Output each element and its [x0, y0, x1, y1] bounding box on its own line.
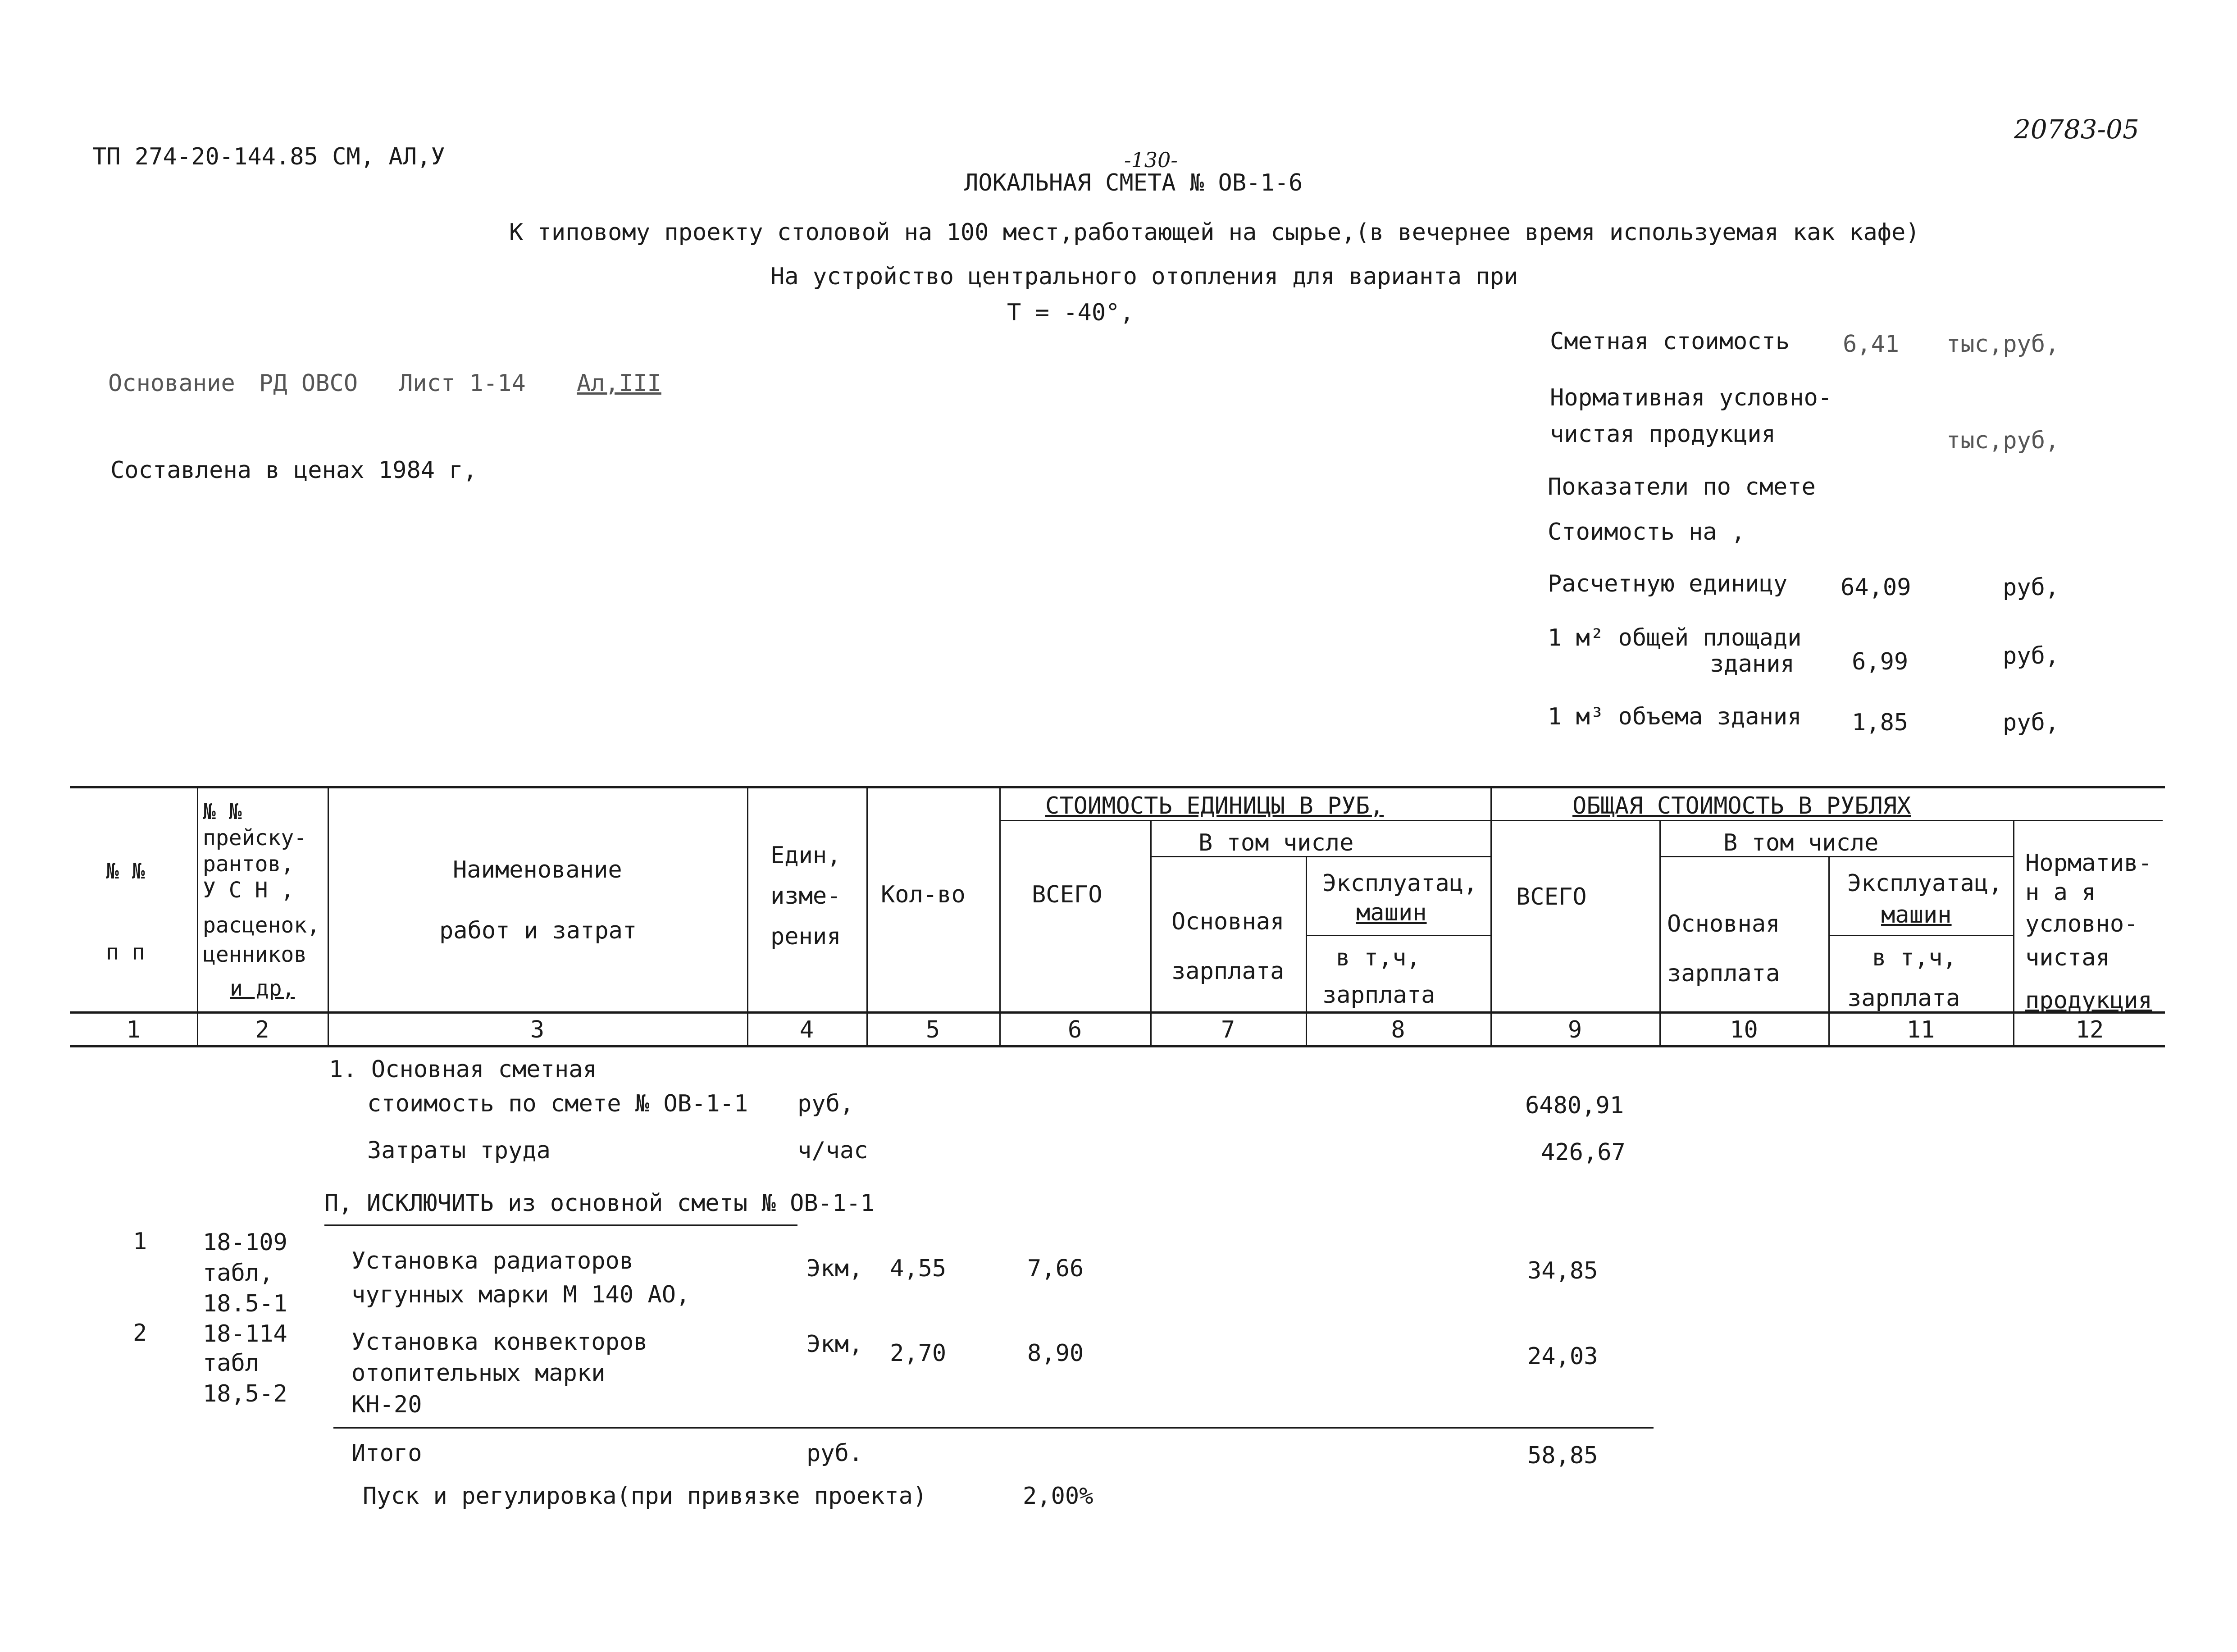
column-number-rule-bottom [70, 1045, 2165, 1047]
col12-header-0: Норматив- [2025, 850, 2152, 877]
row-unit-price: 8,90 [1027, 1340, 1084, 1367]
col-divider-5 [999, 787, 1001, 1045]
col3-header-a: Наименование [453, 856, 622, 883]
row-code-line: табл, [203, 1260, 273, 1287]
volume-label: 1 м³ объема здания [1548, 703, 1802, 730]
col-divider-6 [1150, 821, 1152, 1045]
column-number: 8 [1391, 1016, 1405, 1043]
col4-header-0: Един, [770, 842, 841, 869]
column-number: 9 [1567, 1016, 1582, 1043]
labor-total: 426,67 [1541, 1139, 1626, 1166]
col-divider-10 [1828, 856, 1830, 1045]
labor-label: Затраты труда [367, 1137, 551, 1164]
col-divider-4 [866, 787, 868, 1045]
startup-adjustment-label: Пуск и регулировка(при привязке проекта) [363, 1483, 927, 1510]
row-code-line: 18-109 [203, 1229, 287, 1256]
labor-unit: ч/час [797, 1137, 868, 1164]
row-name-line: чугунных марки М 140 АО, [351, 1281, 690, 1308]
row-code-line: табл [203, 1350, 260, 1377]
unit-incl-wage-b: зарплата [1322, 982, 1435, 1009]
indicators-label: Показатели по смете [1548, 473, 1816, 501]
unit-cost-group-header: СТОИМОСТЬ ЕДИНИЦЫ В РУБ, [1045, 792, 1384, 819]
col-divider-8 [1490, 787, 1492, 1045]
row-name-line: Установка конвекторов [351, 1329, 648, 1356]
col-divider-11 [2013, 821, 2014, 1045]
row-number: 2 [133, 1320, 147, 1347]
column-number: 4 [799, 1016, 814, 1043]
area-label-2: здания [1710, 651, 1795, 678]
column-number: 5 [925, 1016, 940, 1043]
startup-adjustment-value: 2,00% [1023, 1483, 1093, 1510]
normative-unit: тыс,руб, [1946, 427, 2059, 454]
total-basic-wage-b: зарплата [1667, 960, 1780, 987]
area-unit: руб, [2003, 642, 2059, 669]
row-name-line: отопительных марки [351, 1360, 606, 1387]
row-code-line: 18-114 [203, 1320, 287, 1347]
machines-divider-total [1829, 935, 2014, 936]
unit-basic-wage-b: зарплата [1171, 958, 1285, 985]
unit-machines-a: Эксплуатац, [1322, 870, 1478, 897]
estimated-cost-unit: тыс,руб, [1946, 331, 2059, 358]
row-total: 34,85 [1527, 1257, 1598, 1284]
col-divider-2 [328, 787, 329, 1045]
total-incl-wage-b: зарплата [1847, 985, 1960, 1012]
calc-unit-value: 64,09 [1841, 574, 1911, 601]
section2-underline [324, 1224, 797, 1226]
col12-header-3: чистая [2025, 944, 2110, 971]
column-number: 11 [1906, 1016, 1935, 1043]
col2-header-6: и др, [230, 976, 295, 1001]
volume-value: 1,85 [1852, 709, 1909, 736]
section1-unit: руб, [797, 1090, 854, 1117]
estimated-cost-label: Сметная стоимость [1550, 328, 1790, 355]
total-total-header: ВСЕГО [1516, 883, 1587, 910]
column-number: 3 [530, 1016, 545, 1043]
col2-header-3: У С Н , [203, 878, 294, 903]
subtotal-unit: руб. [806, 1440, 863, 1467]
page-number: -130- [1124, 148, 1178, 172]
estimated-cost-value: 6,41 [1843, 331, 1900, 358]
unit-basic-wage-a: Основная [1171, 908, 1285, 935]
subtotal-rule [333, 1427, 1654, 1429]
cost-per-label: Стоимость на , [1548, 519, 1745, 546]
col2-header-0: № № [203, 799, 242, 824]
calc-unit-unit: руб, [2003, 574, 2059, 601]
total-cost-group-header: ОБЩАЯ СТОИМОСТЬ В РУБЛЯХ [1572, 792, 1911, 819]
area-value: 6,99 [1852, 648, 1909, 675]
normative-label-1: Нормативная условно- [1550, 384, 1832, 411]
subtotal-label: Итого [351, 1440, 422, 1467]
col4-header-1: изме- [770, 883, 841, 910]
row-quantity: 4,55 [890, 1255, 947, 1282]
col12-header-1: н а я [2025, 879, 2096, 906]
col1-header-a: № № [106, 859, 145, 884]
col1-header-b: п п [106, 940, 145, 965]
document-code: ТП 274-20-144.85 СМ, АЛ,У [92, 143, 445, 170]
section2-title: П, ИСКЛЮЧИТЬ из основной сметы № ОВ-1-1 [324, 1190, 875, 1217]
group-divider-total-cost [1491, 820, 2163, 821]
row-unit-price: 7,66 [1027, 1255, 1084, 1282]
column-number: 1 [126, 1016, 141, 1043]
column-number: 7 [1221, 1016, 1235, 1043]
col5-header: Кол-во [881, 881, 966, 908]
total-incl-header: В том числе [1723, 829, 1879, 856]
basis-sheets: Лист 1-14 [399, 370, 526, 397]
col4-header-2: рения [770, 923, 841, 950]
row-unit: Экм, [806, 1331, 863, 1358]
prices-year: Составлена в ценах 1984 г, [110, 457, 477, 484]
row-unit: Экм, [806, 1255, 863, 1282]
column-number: 6 [1067, 1016, 1082, 1043]
archive-number: 20783-05 [2014, 114, 2139, 145]
col2-header-4: расценок, [203, 913, 320, 938]
row-name-line: КН-20 [351, 1391, 422, 1418]
subtotal-total: 58,85 [1527, 1442, 1598, 1469]
total-incl-wage-a: в т,ч, [1872, 944, 1957, 971]
row-total: 24,03 [1527, 1343, 1598, 1370]
title-line-1: К типовому проекту столовой на 100 мест,работающей на сырье,(в вечернее время используемая как кафе) [509, 219, 1920, 246]
col-divider-1 [197, 787, 198, 1045]
col2-header-2: рантов, [203, 851, 294, 877]
area-label-1: 1 м² общей площади [1548, 624, 1802, 651]
col2-header-1: прейску- [203, 825, 307, 851]
unit-total-header: ВСЕГО [1032, 881, 1103, 908]
table-top-rule [70, 786, 2165, 788]
title-line-3: Т = -40°, [1007, 299, 1134, 326]
row-name-line: Установка радиаторов [351, 1247, 634, 1274]
group-divider-unit-cost [1000, 820, 1491, 821]
volume-unit: руб, [2003, 709, 2059, 736]
basis-album: Ал,III [577, 370, 661, 397]
normative-label-2: чистая продукция [1550, 421, 1776, 448]
row-code-line: 18.5-1 [203, 1290, 287, 1317]
basis-document: РД ОВСО [259, 370, 358, 397]
column-number: 10 [1730, 1016, 1758, 1043]
col3-header-b: работ и затрат [439, 917, 637, 944]
basis-label: Основание [108, 370, 235, 397]
column-number: 2 [255, 1016, 269, 1043]
col-divider-3 [747, 787, 748, 1045]
column-number: 12 [2075, 1016, 2104, 1043]
unit-incl-header: В том числе [1198, 829, 1354, 856]
total-basic-wage-a: Основная [1667, 910, 1780, 937]
total-machines-b: машин [1881, 901, 1952, 928]
col-divider-9 [1659, 821, 1661, 1045]
col12-header-4: продукция [2025, 987, 2152, 1014]
unit-machines-b: машин [1356, 899, 1427, 926]
calc-unit-label: Расчетную единицу [1548, 570, 1788, 597]
row-number: 1 [133, 1228, 147, 1255]
machines-divider-unit [1307, 935, 1491, 936]
col-divider-7 [1306, 856, 1307, 1045]
unit-incl-wage-a: в т,ч, [1336, 944, 1421, 971]
row-quantity: 2,70 [890, 1340, 947, 1367]
section1-total: 6480,91 [1525, 1092, 1624, 1119]
col12-header-2: условно- [2025, 910, 2138, 937]
row-code-line: 18,5-2 [203, 1380, 287, 1407]
document-title: ЛОКАЛЬНАЯ СМЕТА № ОВ-1-6 [964, 169, 1303, 196]
col2-header-5: ценников [203, 942, 307, 967]
section1-title-b: стоимость по смете № ОВ-1-1 [367, 1090, 748, 1117]
total-machines-a: Эксплуатац, [1847, 870, 2003, 897]
section1-title-a: 1. Основная сметная [329, 1056, 597, 1083]
title-line-2: На устройство центрального отопления для варианта при [770, 263, 1518, 290]
